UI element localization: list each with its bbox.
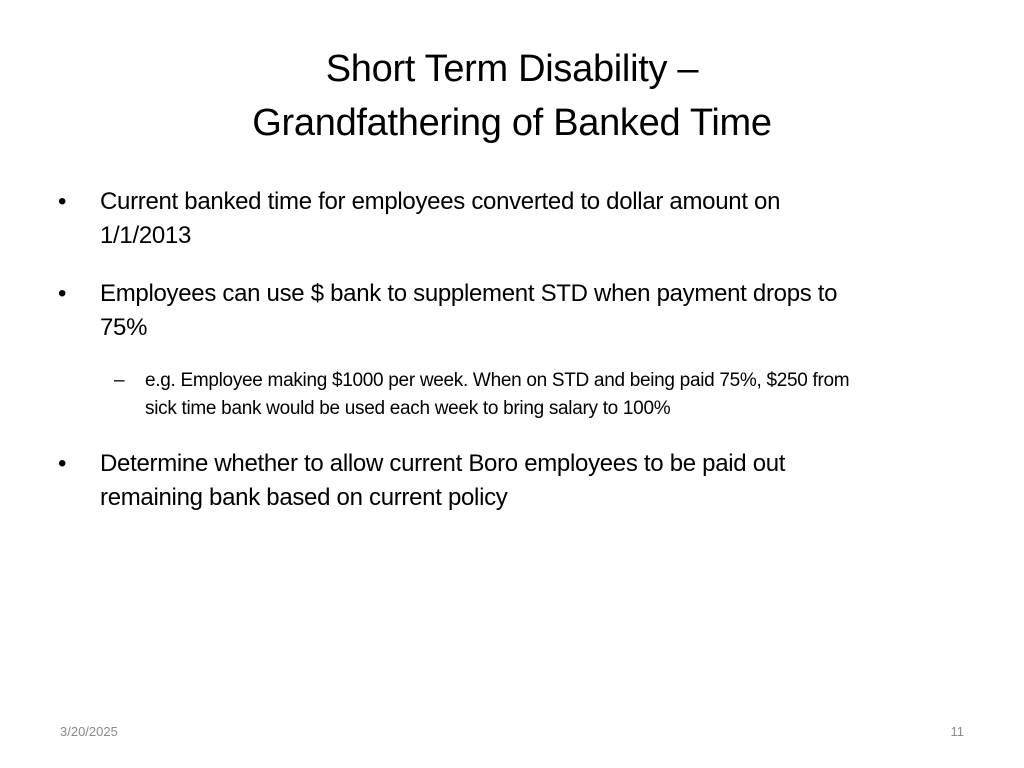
sub-bullet-text-line: e.g. Employee making $1000 per week. When on STD and being paid 75%, $250 from (145, 370, 850, 391)
title-line-2: Grandfathering of Banked Time (252, 102, 772, 144)
slide-title (60, 42, 964, 150)
slide-number: 11 (950, 724, 964, 739)
bullet-text (100, 277, 930, 345)
sub-bullet-text-line: sick time bank would be used each week to bring salary to 100% (145, 398, 671, 419)
sub-bullet-marker: – (114, 370, 125, 391)
footer-date: 3/20/2025 (60, 724, 118, 739)
bullet-text-line: 75% (100, 314, 148, 341)
bullet-marker: • (58, 450, 67, 477)
bullet-text-line: 1/1/2013 (100, 222, 192, 249)
sub-bullet-text (145, 367, 965, 423)
bullet-text-line: remaining bank based on current policy (100, 484, 508, 511)
bullet-text (100, 447, 930, 515)
title-line-1: Short Term Disability – (325, 48, 699, 90)
bullet-text-line: Employees can use $ bank to supplement STD when payment drops to (100, 280, 838, 307)
bullet-marker: • (58, 280, 67, 307)
bullet-text-line: Current banked time for employees converted to dollar amount on (100, 188, 781, 215)
bullet-text (100, 185, 930, 253)
bullet-text-line: Determine whether to allow current Boro employees to be paid out (100, 450, 786, 477)
bullet-marker: • (58, 188, 67, 215)
